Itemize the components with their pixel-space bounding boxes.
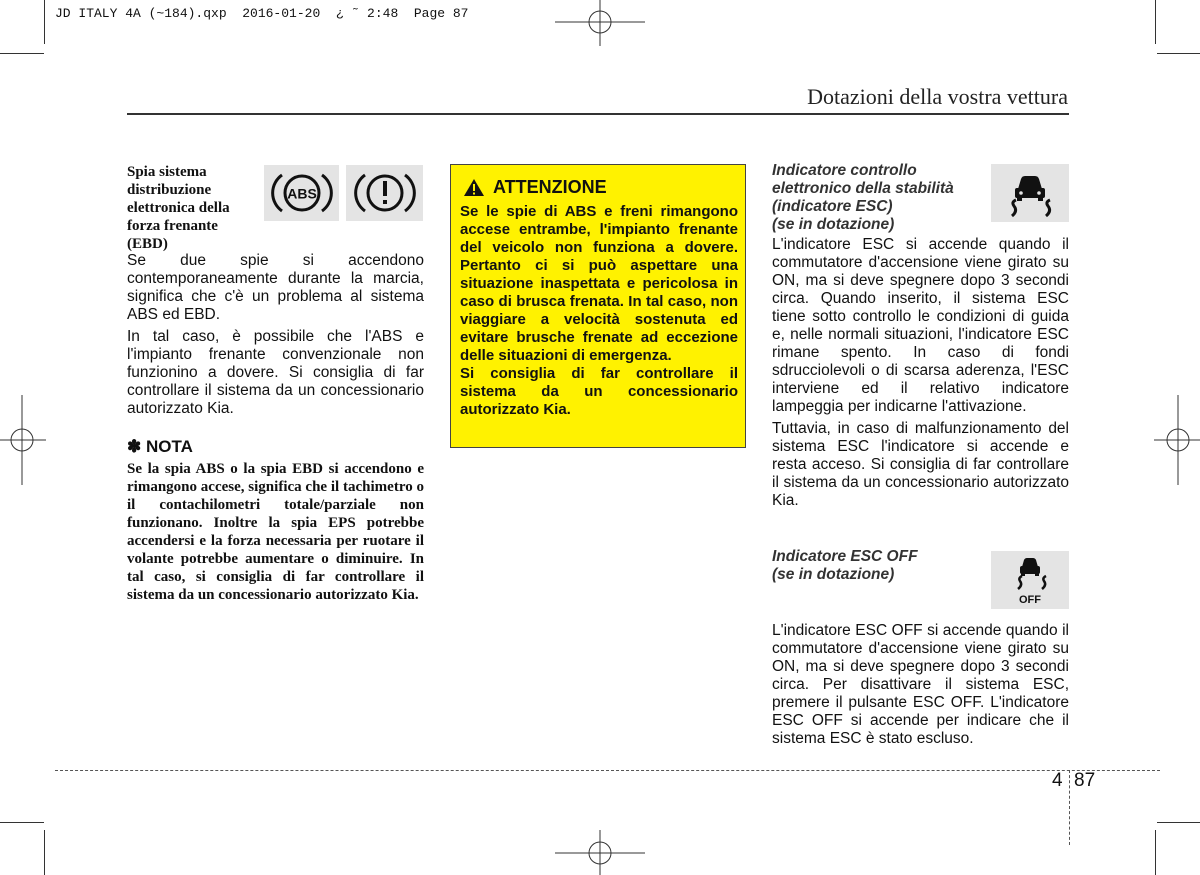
- esc-indicator-icon: [991, 164, 1069, 222]
- print-slug: JD ITALY 4A (~184).qxp 2016-01-20 ¿ ˜ 2:48 Page 87: [55, 6, 469, 21]
- abs-icon-label: ABS: [286, 185, 317, 202]
- ebd-title: Spia sistema distribuzione elettronica della forza frenante (EBD): [127, 164, 230, 252]
- esc-off-body: L'indicatore ESC OFF si accende quando il commutatore d'accensione viene girato su ON, ma si deve spegnere dopo 3 secondi circa. Per disattivare il sistema ESC, premere il pulsante ESC OFF. L'indicatore ESC OFF si accende per indicare che il sistema ESC è stato escluso.: [772, 622, 1069, 747]
- warning-body: Se le spie di ABS e freni rimangono accese entrambe, l'impianto frenante del veicolo non funziona a dovere. Pertanto ci si può aspettare una situazione inaspettata e pericolosa in caso di brusca frenata. In tal caso, non viaggiare a velocità sostenuta ed evitare brusche frenate ad eccezione delle situazioni di emergenza. Si consiglia di far controllare il sistema da un concessionario autorizzato Kia.: [460, 203, 738, 418]
- nota-body: Se la spia ABS o la spia EBD si accendono e rimangono accese, significa che il tachimetro o il contachilometri totale/parziale non funzionano. Inoltre la spia EPS potrebbe accendersi e la forza necessaria per ruotare il volante potrebbe aumentare o diminuire. In tal caso, si consiglia di far controllare il sistema da un concessionario autorizzato Kia.: [127, 461, 424, 603]
- ebd-body: Se due spie si accendono contemporaneamente durante la marcia, significa che c'è un problema al sistema ABS ed EBD. In tal caso, è possibile che l'ABS e l'impianto frenante convenzionale non funzionino a dovere. Si consiglia di far controllare il sistema da un concessionario autorizzato Kia.: [127, 252, 424, 417]
- esc-body: L'indicatore ESC si accende quando il commutatore d'accensione viene girato su ON, ma si deve spegnere dopo 3 secondi circa. Quando inserito, il sistema ESC tiene sotto controllo le condizioni di guida e, nelle normali situazioni, l'indicatore ESC rimane spento. In caso di fondi sdrucciolevoli o di scarsa aderenza, l'ESC interviene ed il relativo indicatore lampeggia per indicarne l'attivazione. Tuttavia, in caso di malfunzionamento del sistema ESC l'indicatore si accende e resta acceso. Si consiglia di far controllare il sistema da un concessionario autorizzato Kia.: [772, 236, 1069, 509]
- warning-box: [450, 164, 746, 448]
- warning-title: ATTENZIONE: [463, 177, 607, 198]
- crop-mark: [1157, 53, 1200, 54]
- crop-mark: [0, 53, 44, 54]
- page-number: 87: [1074, 770, 1096, 791]
- registration-mark-top: [555, 0, 645, 46]
- esc-off-title: Indicatore ESC OFF (se in dotazione): [772, 548, 918, 583]
- crop-mark: [44, 830, 45, 875]
- esc-title: Indicatore controllo elettronico della stabilità (indicatore ESC) (se in dotazione): [772, 162, 954, 233]
- brake-warning-icon: [346, 165, 423, 221]
- crop-mark: [1157, 822, 1200, 823]
- header-rule: [127, 113, 1069, 115]
- footer-dashed-rule: [55, 770, 1160, 771]
- section-title: Dotazioni della vostra vettura: [807, 84, 1068, 109]
- abs-warning-icon: [264, 165, 339, 221]
- nota-heading: ✽ NOTA: [127, 437, 193, 456]
- crop-mark: [0, 822, 44, 823]
- chapter-number: 4: [1052, 770, 1063, 791]
- esc-off-indicator-icon: [991, 551, 1069, 609]
- registration-mark-bottom: [555, 830, 645, 875]
- crop-mark: [44, 0, 45, 44]
- esc-off-icon-label: OFF: [1019, 594, 1041, 606]
- warning-triangle-icon: [463, 178, 485, 197]
- crop-mark: [1155, 0, 1156, 44]
- crop-mark: [1155, 830, 1156, 875]
- registration-mark-left: [0, 395, 46, 485]
- registration-mark-right: [1154, 395, 1200, 485]
- footer-dashed-divider: [1069, 770, 1070, 845]
